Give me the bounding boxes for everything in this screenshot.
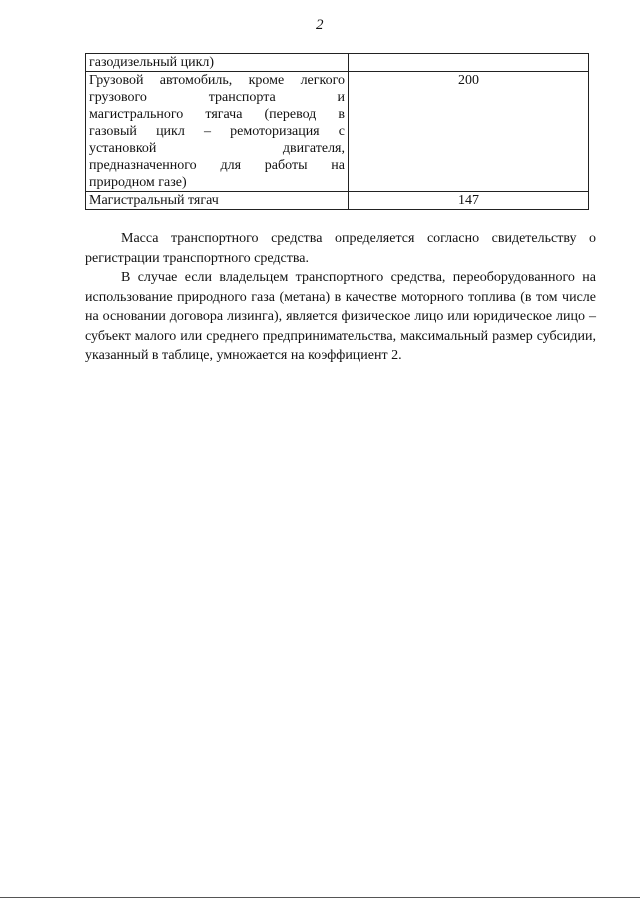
page-number: 2 [316,17,324,33]
subsidy-value-cell [349,54,589,72]
cell-line: установкой двигателя, [89,141,345,156]
table-row [86,192,589,210]
page-bottom-divider [0,897,640,898]
table-row [86,54,589,72]
cell-line: Магистральный тягач [89,193,219,208]
cell-line: Грузовой автомобиль, кроме легкого [89,73,345,88]
cell-line: грузового транспорта и [89,90,345,105]
vehicle-type-cell [86,72,349,192]
cell-line: газодизельный цикл) [89,55,215,70]
subsidy-value-cell: 200 [349,72,589,192]
cell-line: газовый цикл – ремоторизация с [89,124,345,139]
vehicle-type-cell [86,192,349,210]
cell-line: природном газе) [89,175,187,190]
paragraph: Масса транспортного средства определяется согласно свидетельству о регистрации транспортного средства. [85,231,596,266]
subsidy-table [85,53,589,210]
subsidy-value-cell: 147 [349,192,589,210]
cell-line: магистрального тягача (перевод в [89,107,345,122]
paragraph: В случае если владельцем транспортного средства, переоборудованного на использование природного газа (метана) в качестве моторного топлива (в том числе на основании договора лизинга), является физическое лицо или юридическое лицо – субъект малого или среднего предпринимательства, максимальный размер субсидии, указанный в таблице, умножается на коэффициент 2. [85,270,596,363]
cell-line: предназначенного для работы на [89,158,345,173]
table-row [86,72,589,192]
body-text [85,229,596,366]
vehicle-type-cell [86,54,349,72]
